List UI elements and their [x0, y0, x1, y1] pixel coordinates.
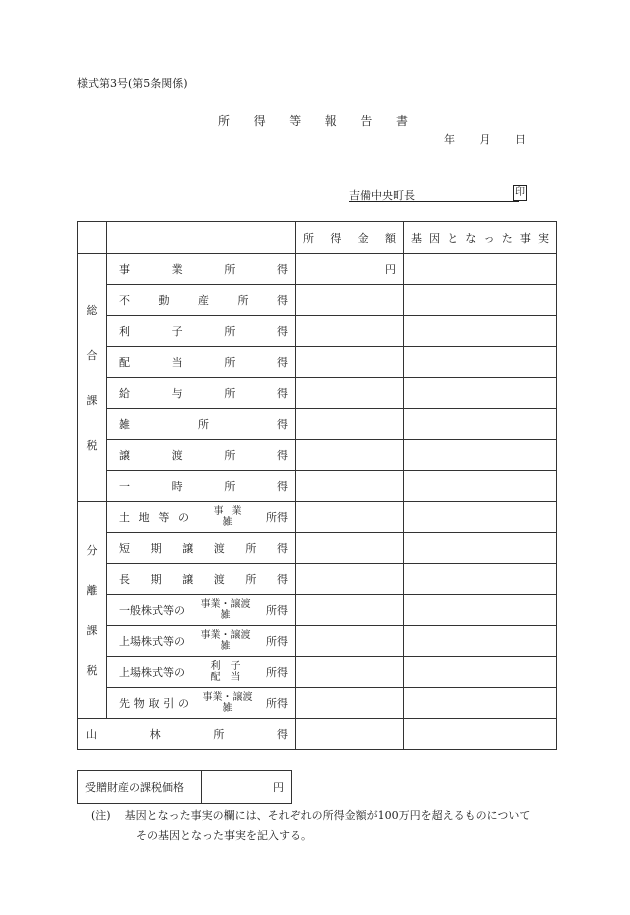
- row-label-futures: 先 物 取 引 の 事業・譲渡 雑 所得: [107, 688, 296, 719]
- note-line-2: その基因となった事実を記入する。: [136, 829, 312, 842]
- amount-cell-short-term[interactable]: [296, 533, 404, 564]
- table-row: [78, 564, 557, 595]
- amount-cell-misc[interactable]: [296, 409, 404, 440]
- amount-cell-transfer[interactable]: [296, 440, 404, 471]
- row-label-real-estate: 不 動 産 所 得: [107, 285, 296, 316]
- cause-cell-misc[interactable]: [404, 409, 557, 440]
- header-cause: 基 因 と な っ た 事 実: [404, 222, 557, 254]
- cause-cell-long-term[interactable]: [404, 564, 557, 595]
- amount-cell-land[interactable]: [296, 502, 404, 533]
- row-label-misc: 雑 所 得: [107, 409, 296, 440]
- seal-mark: 印: [513, 185, 527, 201]
- table-row: [78, 771, 292, 804]
- gift-value-label: 受贈財産の課税価格: [78, 771, 202, 804]
- cause-cell-short-term[interactable]: [404, 533, 557, 564]
- table-row: [78, 502, 557, 533]
- header-blank-cell: [78, 222, 107, 254]
- cause-cell-listed-dividend[interactable]: [404, 657, 557, 688]
- table-row: [78, 595, 557, 626]
- form-number: 様式第3号(第5条関係): [77, 77, 188, 90]
- cause-cell-futures[interactable]: [404, 688, 557, 719]
- amount-cell-real-estate[interactable]: [296, 285, 404, 316]
- row-label-forest: 山 林 所 得: [78, 719, 296, 750]
- row-label-listed-dividend: 上場株式等の 利 子 配 当 所得: [107, 657, 296, 688]
- table-row: [78, 533, 557, 564]
- document-title: 所 得 等 報 告 書: [218, 114, 408, 128]
- row-label-transfer: 譲 渡 所 得: [107, 440, 296, 471]
- amount-cell-dividend[interactable]: [296, 347, 404, 378]
- table-row: [78, 409, 557, 440]
- row-label-interest: 利 子 所 得: [107, 316, 296, 347]
- amount-cell-long-term[interactable]: [296, 564, 404, 595]
- cause-cell-business[interactable]: [404, 254, 557, 285]
- table-row: [78, 378, 557, 409]
- table-row: [78, 285, 557, 316]
- cause-cell-temporary[interactable]: [404, 471, 557, 502]
- table-row: [78, 688, 557, 719]
- cause-cell-transfer[interactable]: [404, 440, 557, 471]
- amount-cell-listed-stock[interactable]: [296, 626, 404, 657]
- cause-cell-dividend[interactable]: [404, 347, 557, 378]
- table-row: [78, 657, 557, 688]
- amount-cell-general-stock[interactable]: [296, 595, 404, 626]
- note-line-1: 基因となった事実の欄には、それぞれの所得金額が100万円を超えるものについて: [124, 809, 531, 822]
- amount-cell-business[interactable]: 円: [296, 254, 404, 285]
- addressee-underline: [349, 201, 519, 202]
- amount-cell-temporary[interactable]: [296, 471, 404, 502]
- amount-cell-salary[interactable]: [296, 378, 404, 409]
- row-label-dividend: 配 当 所 得: [107, 347, 296, 378]
- addressee-name: 吉備中央町長: [349, 189, 415, 202]
- table-row: [78, 471, 557, 502]
- cause-cell-general-stock[interactable]: [404, 595, 557, 626]
- row-label-salary: 給 与 所 得: [107, 378, 296, 409]
- row-label-long-term: 長 期 譲 渡 所 得: [107, 564, 296, 595]
- table-row: [78, 440, 557, 471]
- table-row: [78, 626, 557, 657]
- amount-cell-futures[interactable]: [296, 688, 404, 719]
- cause-cell-salary[interactable]: [404, 378, 557, 409]
- group-comprehensive: 総 合 課 税: [78, 254, 107, 502]
- date-line: [444, 131, 526, 147]
- income-report-table: [77, 221, 557, 750]
- date-day-label: 日: [515, 133, 526, 146]
- table-row: [78, 254, 557, 285]
- table-row: [78, 719, 557, 750]
- cause-cell-listed-stock[interactable]: [404, 626, 557, 657]
- amount-cell-interest[interactable]: [296, 316, 404, 347]
- table-row: [78, 347, 557, 378]
- table-header-row: [78, 222, 557, 254]
- gift-value-cell[interactable]: 円: [202, 771, 292, 804]
- row-label-listed-stock: 上場株式等の 事業・譲渡 雑 所得: [107, 626, 296, 657]
- table-row: [78, 316, 557, 347]
- cause-cell-land[interactable]: [404, 502, 557, 533]
- note-mark: (注): [91, 809, 111, 822]
- date-year-label: 年: [444, 133, 455, 146]
- row-label-land: 土 地 等 の 事 業 雑 所得: [107, 502, 296, 533]
- group-separate: 分 離 課 税: [78, 502, 107, 719]
- row-label-short-term: 短 期 譲 渡 所 得: [107, 533, 296, 564]
- cause-cell-interest[interactable]: [404, 316, 557, 347]
- amount-cell-listed-dividend[interactable]: [296, 657, 404, 688]
- gift-value-table: [77, 770, 292, 804]
- cause-cell-real-estate[interactable]: [404, 285, 557, 316]
- header-amount: 所 得 金 額: [296, 222, 404, 254]
- header-label-cell: [107, 222, 296, 254]
- amount-cell-forest[interactable]: [296, 719, 404, 750]
- row-label-general-stock: 一般株式等の 事業・譲渡 雑 所得: [107, 595, 296, 626]
- cause-cell-forest[interactable]: [404, 719, 557, 750]
- date-month-label: 月: [479, 133, 491, 146]
- row-label-temporary: 一 時 所 得: [107, 471, 296, 502]
- row-label-business: 事 業 所 得: [107, 254, 296, 285]
- footnote: [91, 806, 571, 846]
